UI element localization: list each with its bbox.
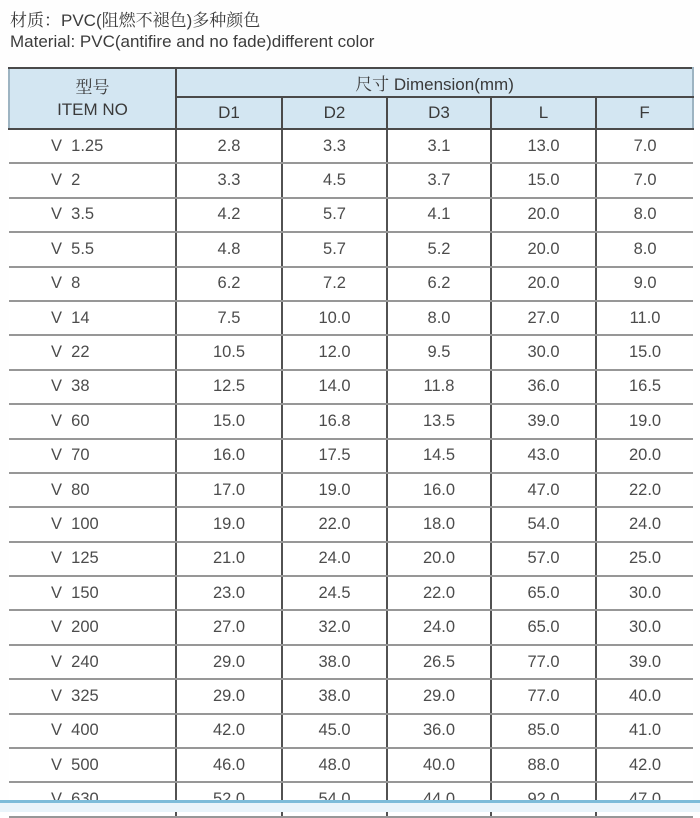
bottom-strip bbox=[0, 803, 700, 812]
dimension-cell-d3: 22.0 bbox=[387, 576, 491, 610]
dimension-cell-f: 20.0 bbox=[596, 439, 693, 473]
dimension-cell-d2: 19.0 bbox=[282, 473, 387, 507]
dimension-cell-d2: 32.0 bbox=[282, 610, 387, 644]
dimension-group-header: 尺寸 Dimension(mm) bbox=[176, 68, 693, 97]
dimension-cell-d2: 7.2 bbox=[282, 267, 387, 301]
dimension-cell-d3: 4.1 bbox=[387, 198, 491, 232]
item-no-header bbox=[9, 68, 176, 129]
item-no-cell: V 5.5 bbox=[9, 232, 176, 266]
dimension-cell-f: 7.0 bbox=[596, 129, 693, 163]
dimension-cell-l: 88.0 bbox=[491, 748, 596, 782]
dimension-cell-d3: 36.0 bbox=[387, 714, 491, 748]
dimension-cell-f: 30.0 bbox=[596, 610, 693, 644]
table-row bbox=[9, 301, 693, 335]
dimension-cell-d3: 9.5 bbox=[387, 335, 491, 369]
dimension-cell-d2: 4.5 bbox=[282, 163, 387, 197]
dimension-cell-d1: 42.0 bbox=[176, 714, 282, 748]
item-no-cell: V 14 bbox=[9, 301, 176, 335]
table-header bbox=[9, 68, 693, 129]
dimension-table bbox=[8, 67, 694, 818]
dimension-cell-d3: 18.0 bbox=[387, 507, 491, 541]
dimension-cell-d2: 14.0 bbox=[282, 370, 387, 404]
dimension-cell-f: 22.0 bbox=[596, 473, 693, 507]
dimension-cell-d1: 21.0 bbox=[176, 542, 282, 576]
table-row bbox=[9, 198, 693, 232]
dimension-cell-d1: 12.5 bbox=[176, 370, 282, 404]
item-no-header-cn: 型号 bbox=[75, 77, 110, 97]
table-row bbox=[9, 129, 693, 163]
item-no-cell: V 240 bbox=[9, 645, 176, 679]
dimension-cell-f: 16.5 bbox=[596, 370, 693, 404]
dimension-cell-d1: 27.0 bbox=[176, 610, 282, 644]
dimension-cell-d1: 29.0 bbox=[176, 679, 282, 713]
item-no-header-en: ITEM NO bbox=[57, 99, 128, 119]
table-row bbox=[9, 507, 693, 541]
dimension-cell-d1: 19.0 bbox=[176, 507, 282, 541]
column-header-d2: D2 bbox=[282, 97, 387, 129]
dimension-cell-l: 30.0 bbox=[491, 335, 596, 369]
dimension-cell-f: 7.0 bbox=[596, 163, 693, 197]
table-row bbox=[9, 335, 693, 369]
item-no-cell: V 500 bbox=[9, 748, 176, 782]
dimension-cell-f: 24.0 bbox=[596, 507, 693, 541]
dimension-cell-d1: 2.8 bbox=[176, 129, 282, 163]
item-no-cell: V 2 bbox=[9, 163, 176, 197]
dimension-cell-f: 39.0 bbox=[596, 645, 693, 679]
dimension-cell-d2: 3.3 bbox=[282, 129, 387, 163]
dimension-cell-d3: 13.5 bbox=[387, 404, 491, 438]
dimension-cell-d2: 45.0 bbox=[282, 714, 387, 748]
dimension-cell-d3: 3.7 bbox=[387, 163, 491, 197]
item-no-cell: V 200 bbox=[9, 610, 176, 644]
dimension-cell-d2: 5.7 bbox=[282, 232, 387, 266]
item-no-cell: V 8 bbox=[9, 267, 176, 301]
dimension-cell-d2: 38.0 bbox=[282, 645, 387, 679]
dimension-cell-f: 15.0 bbox=[596, 335, 693, 369]
dimension-cell-f: 19.0 bbox=[596, 404, 693, 438]
table-body bbox=[9, 129, 693, 817]
dimension-cell-l: 13.0 bbox=[491, 129, 596, 163]
dimension-cell-f: 41.0 bbox=[596, 714, 693, 748]
dimension-cell-d1: 7.5 bbox=[176, 301, 282, 335]
dimension-cell-d2: 48.0 bbox=[282, 748, 387, 782]
table-row bbox=[9, 232, 693, 266]
table-row bbox=[9, 267, 693, 301]
dimension-cell-f: 8.0 bbox=[596, 232, 693, 266]
dimension-cell-l: 47.0 bbox=[491, 473, 596, 507]
dimension-cell-l: 20.0 bbox=[491, 232, 596, 266]
dimension-cell-l: 39.0 bbox=[491, 404, 596, 438]
dimension-cell-l: 27.0 bbox=[491, 301, 596, 335]
dimension-cell-d3: 5.2 bbox=[387, 232, 491, 266]
dimension-cell-d1: 6.2 bbox=[176, 267, 282, 301]
table-row bbox=[9, 439, 693, 473]
dimension-cell-d2: 24.0 bbox=[282, 542, 387, 576]
dimension-cell-l: 85.0 bbox=[491, 714, 596, 748]
dimension-cell-d3: 40.0 bbox=[387, 748, 491, 782]
dimension-cell-l: 15.0 bbox=[491, 163, 596, 197]
dimension-cell-d3: 26.5 bbox=[387, 645, 491, 679]
item-no-cell: V 70 bbox=[9, 439, 176, 473]
dimension-cell-d1: 29.0 bbox=[176, 645, 282, 679]
dimension-cell-d1: 4.2 bbox=[176, 198, 282, 232]
dimension-cell-d2: 38.0 bbox=[282, 679, 387, 713]
dimension-cell-d2: 12.0 bbox=[282, 335, 387, 369]
item-no-cell: V 400 bbox=[9, 714, 176, 748]
dimension-cell-d1: 17.0 bbox=[176, 473, 282, 507]
dimension-cell-d3: 29.0 bbox=[387, 679, 491, 713]
dimension-cell-d3: 8.0 bbox=[387, 301, 491, 335]
dimension-cell-l: 65.0 bbox=[491, 576, 596, 610]
dimension-cell-l: 57.0 bbox=[491, 542, 596, 576]
dimension-cell-d3: 24.0 bbox=[387, 610, 491, 644]
dimension-cell-d1: 46.0 bbox=[176, 748, 282, 782]
item-no-cell: V 60 bbox=[9, 404, 176, 438]
dimension-cell-d1: 15.0 bbox=[176, 404, 282, 438]
dimension-cell-d3: 16.0 bbox=[387, 473, 491, 507]
table-row bbox=[9, 748, 693, 782]
table-row bbox=[9, 473, 693, 507]
dimension-cell-d2: 16.8 bbox=[282, 404, 387, 438]
dimension-cell-d3: 20.0 bbox=[387, 542, 491, 576]
dimension-cell-f: 11.0 bbox=[596, 301, 693, 335]
table-row bbox=[9, 610, 693, 644]
dimension-cell-l: 20.0 bbox=[491, 267, 596, 301]
dimension-cell-l: 77.0 bbox=[491, 679, 596, 713]
table-row bbox=[9, 404, 693, 438]
item-no-cell: V 38 bbox=[9, 370, 176, 404]
dimension-cell-f: 40.0 bbox=[596, 679, 693, 713]
dimension-cell-d1: 16.0 bbox=[176, 439, 282, 473]
dimension-cell-f: 25.0 bbox=[596, 542, 693, 576]
table-row bbox=[9, 645, 693, 679]
dimension-cell-f: 30.0 bbox=[596, 576, 693, 610]
item-no-cell: V 100 bbox=[9, 507, 176, 541]
item-no-cell: V 325 bbox=[9, 679, 176, 713]
dimension-cell-d3: 11.8 bbox=[387, 370, 491, 404]
item-no-cell: V 3.5 bbox=[9, 198, 176, 232]
column-header-l: L bbox=[491, 97, 596, 129]
dimension-cell-d2: 10.0 bbox=[282, 301, 387, 335]
dimension-cell-d1: 10.5 bbox=[176, 335, 282, 369]
dimension-cell-d2: 24.5 bbox=[282, 576, 387, 610]
dimension-cell-l: 77.0 bbox=[491, 645, 596, 679]
dimension-cell-l: 36.0 bbox=[491, 370, 596, 404]
column-header-d1: D1 bbox=[176, 97, 282, 129]
dimension-cell-f: 8.0 bbox=[596, 198, 693, 232]
dimension-cell-d1: 23.0 bbox=[176, 576, 282, 610]
dimension-cell-d2: 5.7 bbox=[282, 198, 387, 232]
table-row bbox=[9, 163, 693, 197]
column-header-f: F bbox=[596, 97, 693, 129]
material-note-cn: 材质：PVC(阻燃不褪色)多种颜色 bbox=[10, 11, 261, 30]
dimension-cell-d3: 14.5 bbox=[387, 439, 491, 473]
dimension-cell-f: 9.0 bbox=[596, 267, 693, 301]
dimension-cell-d3: 3.1 bbox=[387, 129, 491, 163]
table-row bbox=[9, 370, 693, 404]
dimension-cell-l: 43.0 bbox=[491, 439, 596, 473]
material-note-en: Material: PVC(antifire and no fade)different color bbox=[10, 32, 375, 51]
dimension-cell-d1: 3.3 bbox=[176, 163, 282, 197]
dimension-cell-l: 20.0 bbox=[491, 198, 596, 232]
item-no-cell: V 22 bbox=[9, 335, 176, 369]
dimension-cell-d1: 4.8 bbox=[176, 232, 282, 266]
dimension-cell-d2: 22.0 bbox=[282, 507, 387, 541]
dimension-cell-l: 65.0 bbox=[491, 610, 596, 644]
dimension-cell-d2: 17.5 bbox=[282, 439, 387, 473]
table-row bbox=[9, 714, 693, 748]
material-note bbox=[10, 10, 374, 52]
table-row bbox=[9, 679, 693, 713]
table-row bbox=[9, 542, 693, 576]
item-no-cell: V 1.25 bbox=[9, 129, 176, 163]
item-no-cell: V 125 bbox=[9, 542, 176, 576]
table-row bbox=[9, 576, 693, 610]
dimension-cell-d3: 6.2 bbox=[387, 267, 491, 301]
column-header-d3: D3 bbox=[387, 97, 491, 129]
item-no-cell: V 150 bbox=[9, 576, 176, 610]
dimension-cell-f: 42.0 bbox=[596, 748, 693, 782]
dimension-cell-l: 54.0 bbox=[491, 507, 596, 541]
item-no-cell: V 80 bbox=[9, 473, 176, 507]
